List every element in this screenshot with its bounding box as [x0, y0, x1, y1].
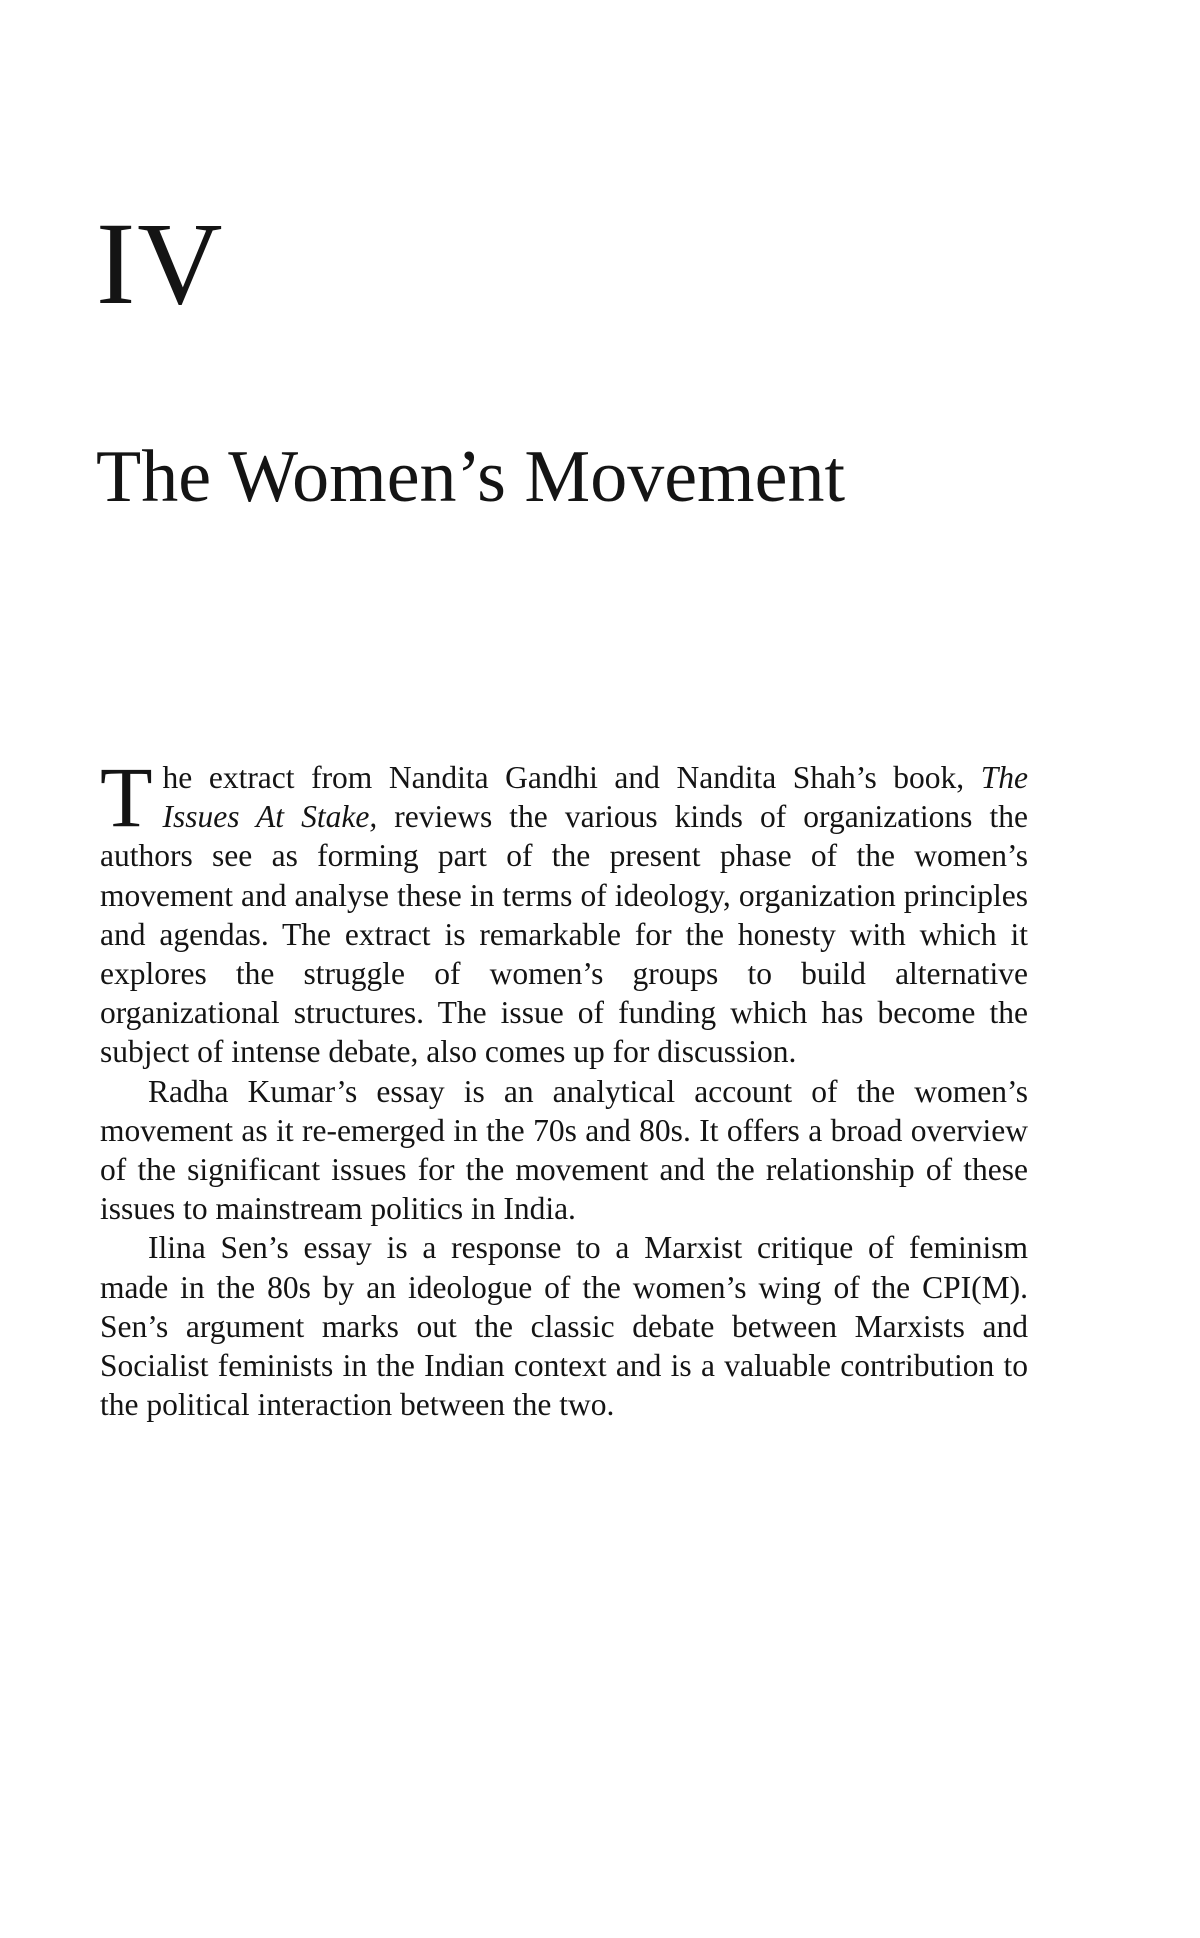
drop-cap: T — [100, 749, 153, 845]
intro-paragraph-3: Ilina Sen’s essay is a response to a Marxist critique of feminism made in the 80s by an ideologue of the women’s wing of the CPI(M). Sen’s argument marks out the classic debate between Marxists and Socialist feminists in the Indian context and is a valuable contribution to the political interaction between the two. — [100, 1230, 1028, 1423]
part-number: IV — [96, 198, 225, 329]
part-introduction — [100, 749, 1028, 1424]
intro-paragraph-1 — [100, 749, 1028, 1072]
intro-paragraph-2: Radha Kumar’s essay is an analytical account of the women’s movement as it re-emerged in the 70s and 80s. It offers a broad overview of the significant issues for the movement and the relationship of these issues to mainstream politics in India. — [100, 1073, 1028, 1227]
book-title: The Issues At Stake, — [162, 760, 1028, 835]
intro-paragraph-1-text-start: he extract from Nandita Gandhi and Nandita Shah’s book, — [162, 760, 981, 795]
part-title: The Women’s Movement — [96, 436, 845, 518]
intro-paragraph-1-text-end: reviews the various kinds of organizations the authors see as forming part of the present phase of the women’s movement and analyse these in terms of ideology, organization principles and agendas. The extract is remarkable for the honesty with which it explores the struggle of women’s groups to build alternative organizational structures. The issue of funding which has become the subject of intense debate, also comes up for discussion. — [100, 799, 1028, 1070]
